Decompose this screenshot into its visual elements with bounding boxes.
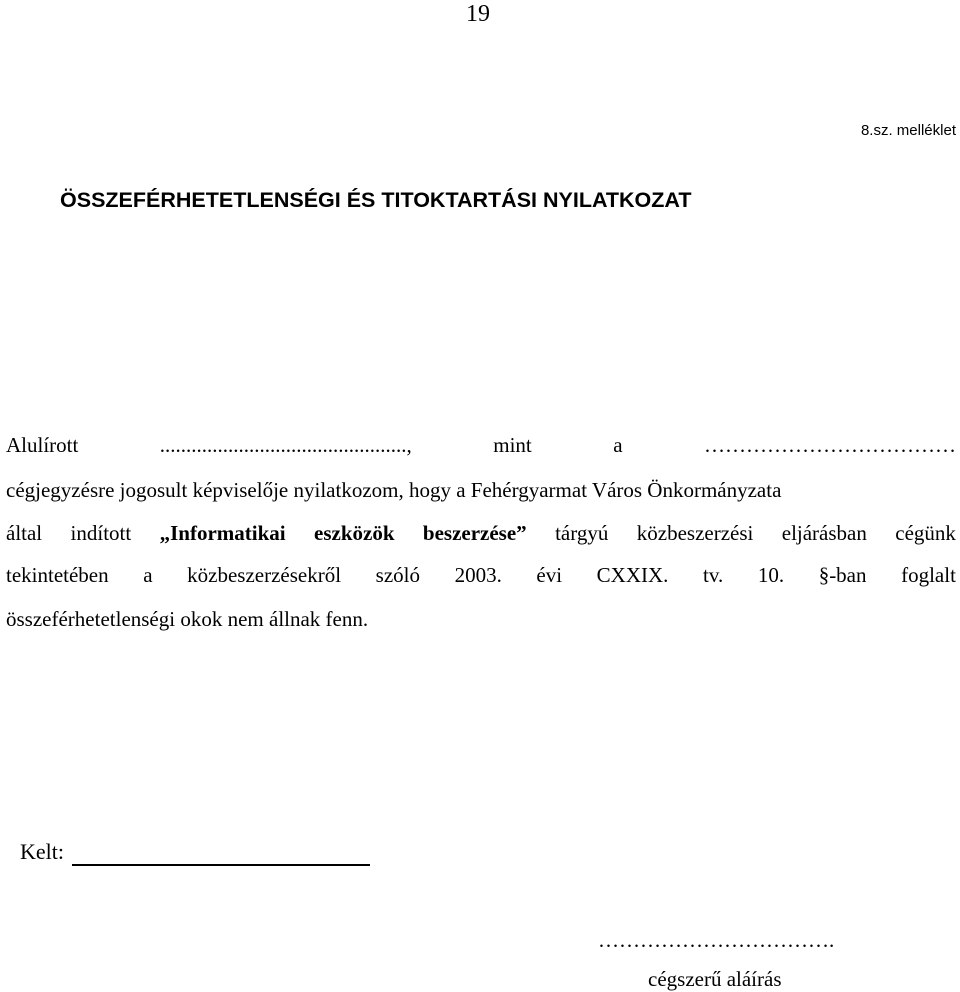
declaration-word: szóló [375,563,420,587]
annex-label: 8.sz. melléklet [860,122,956,139]
declaration-word: cégünk [895,521,956,545]
declaration-word: közbeszerzésekről [187,563,342,587]
declaration-line-5: összeférhetetlenségi okok nem állnak fenn. [6,607,369,631]
document-title: ÖSSZEFÉRHETETLENSÉGI ÉS TITOKTARTÁSI NYILATKOZAT [60,188,692,212]
date-field [20,838,370,866]
procurement-subject: „Informatikai [159,521,286,545]
page-number: 19 [466,1,490,27]
procurement-subject: beszerzése” [422,521,527,545]
declaration-word: tv. [703,563,724,587]
declaration-word: indított [70,521,132,545]
declaration-word: eljárásban [781,521,867,545]
declaration-word: Alulírott [6,433,79,457]
declaration-word: a [613,433,623,457]
declaration-word: mint [493,433,532,457]
declaration-word: 10. [757,563,785,587]
procurement-subject: eszközök [314,521,395,545]
declaration-word: tárgyú [555,521,609,545]
declaration-line-2: cégjegyzésre jogosult képviselője nyilatkozom, hogy a Fehérgyarmat Város Önkormányzata [6,478,782,502]
declaration-word: által [6,521,43,545]
declaration-word: §-ban [818,563,867,587]
signature-label: cégszerű aláírás [648,967,782,991]
declaration-line-4 [6,562,956,588]
company-placeholder-dots: ……………………………… [704,433,956,457]
declaration-line-1 [6,432,956,458]
declaration-word: a [143,563,153,587]
signature-line: ……………………………. [598,928,835,952]
declaration-word: foglalt [901,563,956,587]
name-placeholder-dots: ..............................................., [159,433,412,457]
declaration-word: közbeszerzési [636,521,754,545]
declaration-word: évi [536,563,563,587]
date-input-line[interactable] [72,842,370,866]
declaration-word: 2003. [454,563,502,587]
date-label: Kelt: [20,839,64,864]
declaration-line-3 [6,520,956,546]
declaration-word: tekintetében [6,563,109,587]
declaration-word: CXXIX. [596,563,669,587]
